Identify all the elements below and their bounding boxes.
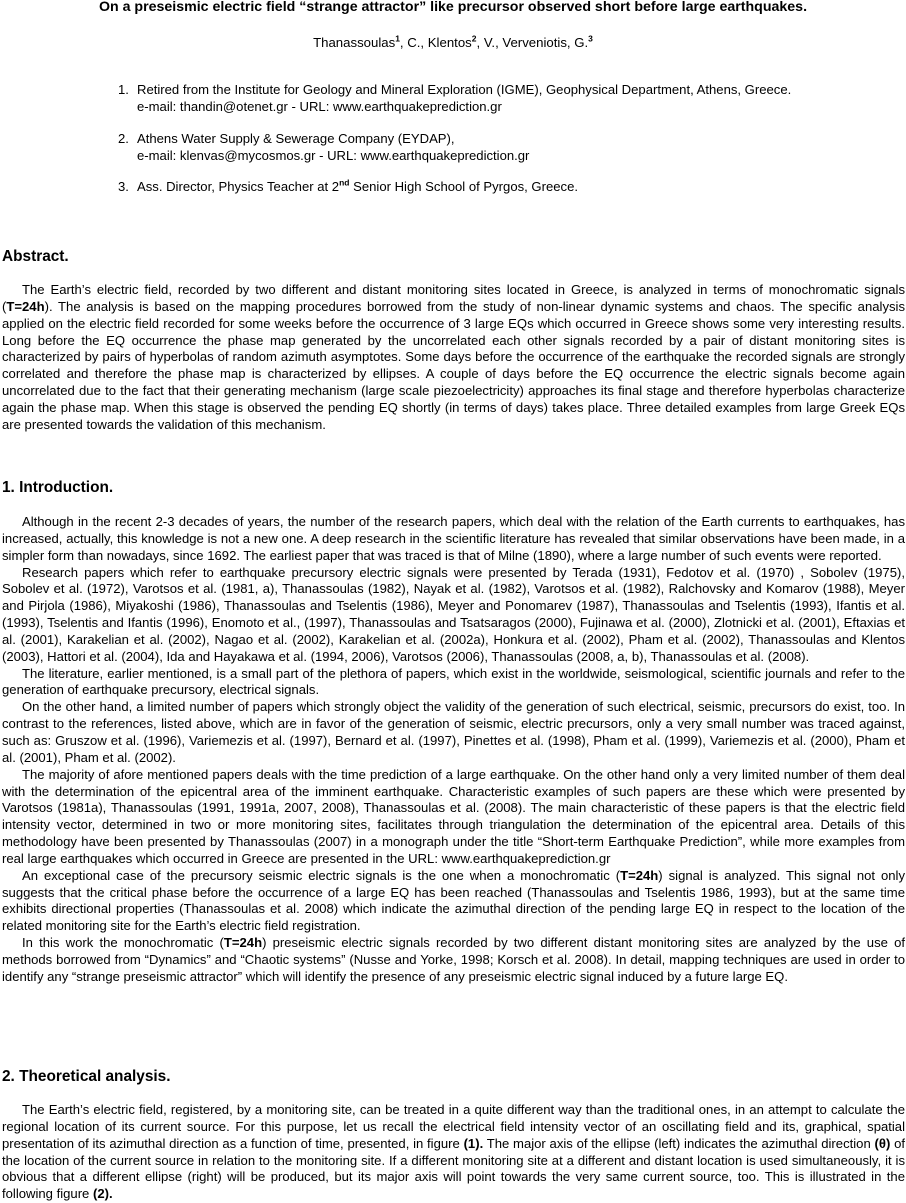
figure-1-ref: (1). [463, 1135, 484, 1151]
abstract-heading: Abstract. [2, 248, 69, 265]
intro-paragraph-2: Research papers which refer to earthquake precursory electric signals were presented by Terada (1931), Fedotov et al. (1970) , Sobolev (1975), Sobolev et al. (1972), Varotsos et al. (1981, a), Thanassoulas (1982), Nayak et al. (1982), Varotsos et al. (1982), Ralchovsky and Komarov (1988), Meyer and Pirjola (1986), Miyakoshi (1986), Thanassoulas and Tselentis (1986), Meyer and Ponomarev (1987), Thanassoulas and Tselentis (1993), Ifantis et al. (1993), Tselentis and Ifantis (1996), Enomoto et al., (1997), Thanassoulas and Tsatsaragos (2000), Fujinawa et al. (2000), Zlotnicki et al. (2001), Eftaxias et al. (2001), Karakelian et al. (2002), Nagao et al. (2002), Karakelian et al. (2002a), Honkura et al. (2002), Pham et al. (2002), Thanassoulas and Klentos (2003), Hattori et al. (2004), Ida and Hayakawa et al. (1994, 2006), Varotsos (2006), Thanassoulas (2008, a, b), Thanassoulas et al. (2008). [2, 564, 905, 664]
figure-2-ref: (2). [92, 1186, 113, 1202]
author-1-affil: 1 [395, 33, 400, 44]
affiliation-1-contact: e-mail: thandin@otenet.gr - URL: www.earthquakeprediction.gr [137, 99, 502, 114]
abstract-paragraph: The Earth’s electric field, recorded by two different and distant monitoring sites located in Greece, is analyzed in terms of monochromatic signals (T=24h). The analysis is based on the mapping procedures borrowed from the study of non-linear dynamic systems and chaos. The specific analysis applied on the electric field recorded for some weeks before the occurrence of 3 large EQs which occurred in Greece shows some very interesting results. Long before the EQ occurrence the phase map generated by the uncorrelated each other signals recorded by a pair of distant monitoring sites is characterized by pairs of hyperbolas of random azimuth asymptotes. Some days before the occurrence of the earthquake the recorded signals are strongly correlated and therefore the phase map is characterized by ellipses. A couple of days before the EQ occurrence the electric signals become again uncorrelated due to the fact that their generating mechanism (large scale piezoelectricity) approaches its final stage and therefore hyperbolas characterize again the phase map. When this stage is observed the pending EQ shortly (in terms of days) takes place. Three detailed examples from large Greek EQs are presented towards the validation of this mechanism. [2, 282, 905, 432]
author-list: Thanassoulas$^1$, C., Klentos$^2$, V., Verveniotis, G.$^3$ [313, 33, 593, 50]
intro-paragraph-1: Although in the recent 2-3 decades of years, the number of the research papers, which deal with the relation of the Earth currents to earthquakes, has increased, actually, this knowledge is not a new one. A deep research in the scientific literature has revealed that similar observations have been made, in a simpler form than nowadays, since 1692. The earliest paper that was traced is that of Milne (1890), where a large number of such events were reported. [2, 514, 905, 563]
theory-paragraph-1: The Earth’s electric field, registered, by a monitoring site, can be treated in a quite different way than the traditional ones, in an attempt to calculate the regional location of its current source. For this purpose, let us recall the electrical field intensity vector of an oscillating field and its, graphical, spatial presentation of its azimuthal direction as a function of time, presented, in figure (1). The major axis of the ellipse (left) indicates the azimuthal direction (θ) of the location of the current source in relation to the monitoring site. If a different monitoring site at a different and distant location is used simultaneously, it is obvious that a different ellipse (right) will be produced, but its major axis will point towards the very same current source, too. This is illustrated in the following figure (2). [2, 1102, 905, 1202]
intro-paragraph-3: The literature, earlier mentioned, is a small part of the plethora of papers, which exist in the worldwide, seismological, scientific journals and refer to the generation of earthquake precursory, electrical signals. [2, 665, 905, 698]
author-2-affil: 2 [471, 33, 477, 44]
affiliation-2-contact: e-mail: klenvas@mycosmos.gr - URL: www.earthquakeprediction.gr [137, 148, 530, 163]
affiliation-1: 1. Retired from the Institute for Geology and Mineral Exploration (IGME), Geophysical Department, Athens, Greece. e-mail: thandin@otenet.gr - URL: www.earthquakeprediction.gr [118, 81, 878, 115]
author-2: Klentos [427, 35, 472, 50]
author-3-affil: 3 [588, 33, 593, 44]
affiliation-3: 3. Ass. Director, Physics Teacher at 2nd Senior High School of Pyrgos, Greece. [118, 177, 578, 194]
theta-symbol: (θ) [874, 1135, 891, 1151]
intro-paragraph-6: An exceptional case of the precursory seismic electric signals is the one when a monochromatic (T=24h) signal is analyzed. This signal not only suggests that the critical phase before the occurrence of a large EQ has been reached (Thanassoulas and Tselentis 1986, 1993), but at the same time exhibits directional properties (Thanassoulas et al. 2008) which indicate the azimuthal direction of the pending large EQ in respect to the location of the related monitoring site for the Earth’s electric field registration. [2, 867, 906, 934]
abstract-body [2, 282, 905, 434]
affiliation-2: 2. Athens Water Supply & Sewerage Company (EYDAP), e-mail: klenvas@mycosmos.gr - URL: www.earthquakeprediction.gr [118, 130, 878, 164]
intro-paragraph-4: On the other hand, a limited number of papers which strongly object the validity of the generation of such electrical, seismic, precursors do exist, too. In contrast to the references, listed above, which are in favor of the generation of seismic, electric precursors, only a very small number was traced against, such as: Gruszow et al. (1996), Variemezis et al. (1997), Bernard et al. (1997), Pinettes et al. (1998), Pham et al. (1999), Variemezis et al. (2000), Pham et al. (2001), Pham et al. (2002). [2, 699, 905, 765]
intro-paragraph-7: In this work the monochromatic (T=24h) preseismic electric signals recorded by two different distant monitoring sites are analyzed by the use of methods borrowed from “Dynamics” and “Chaotic systems” (Nusse and Yorke, 1998; Korsch et al. 2008). In detail, mapping techniques are used in order to identify any “strange preseismic attractor” which will identify the presence of any preseismic electric signal induced by a future large EQ. [2, 935, 905, 984]
theory-body [2, 1102, 905, 1203]
introduction-body [2, 514, 905, 986]
intro-paragraph-5: The majority of afore mentioned papers deals with the time prediction of a large earthquake. On the other hand only a very limited number of them deal with the determination of the epicentral area of the imminent earthquake. Characteristic examples of such papers are these which were presented by Varotsos (1981a), Thanassoulas (1991, 1991a, 2007, 2008), Thanassoulas et al. (2008). The main characteristic of these papers is that the electric field intensity vector, determined in two or more monitoring sites, facilitates through triangulation the determination of the epicentral area. Details of this methodology have been presented by Thanassoulas (2007) in a monograph under the title “Short-term Earthquake Prediction”, while more examples from real large earthquakes which occurred in Greece are presented in the URL: www.earthquakeprediction.gr [2, 766, 905, 866]
author-1: Thanassoulas [313, 35, 396, 50]
introduction-heading: 1. Introduction. [2, 479, 114, 496]
author-3: Verveniotis, G. [502, 35, 589, 50]
theory-heading: 2. Theoretical analysis. [2, 1068, 171, 1085]
paper-title: On a preseismic electric field “strange attractor” like precursor observed short before large earthquakes. [98, 0, 808, 15]
